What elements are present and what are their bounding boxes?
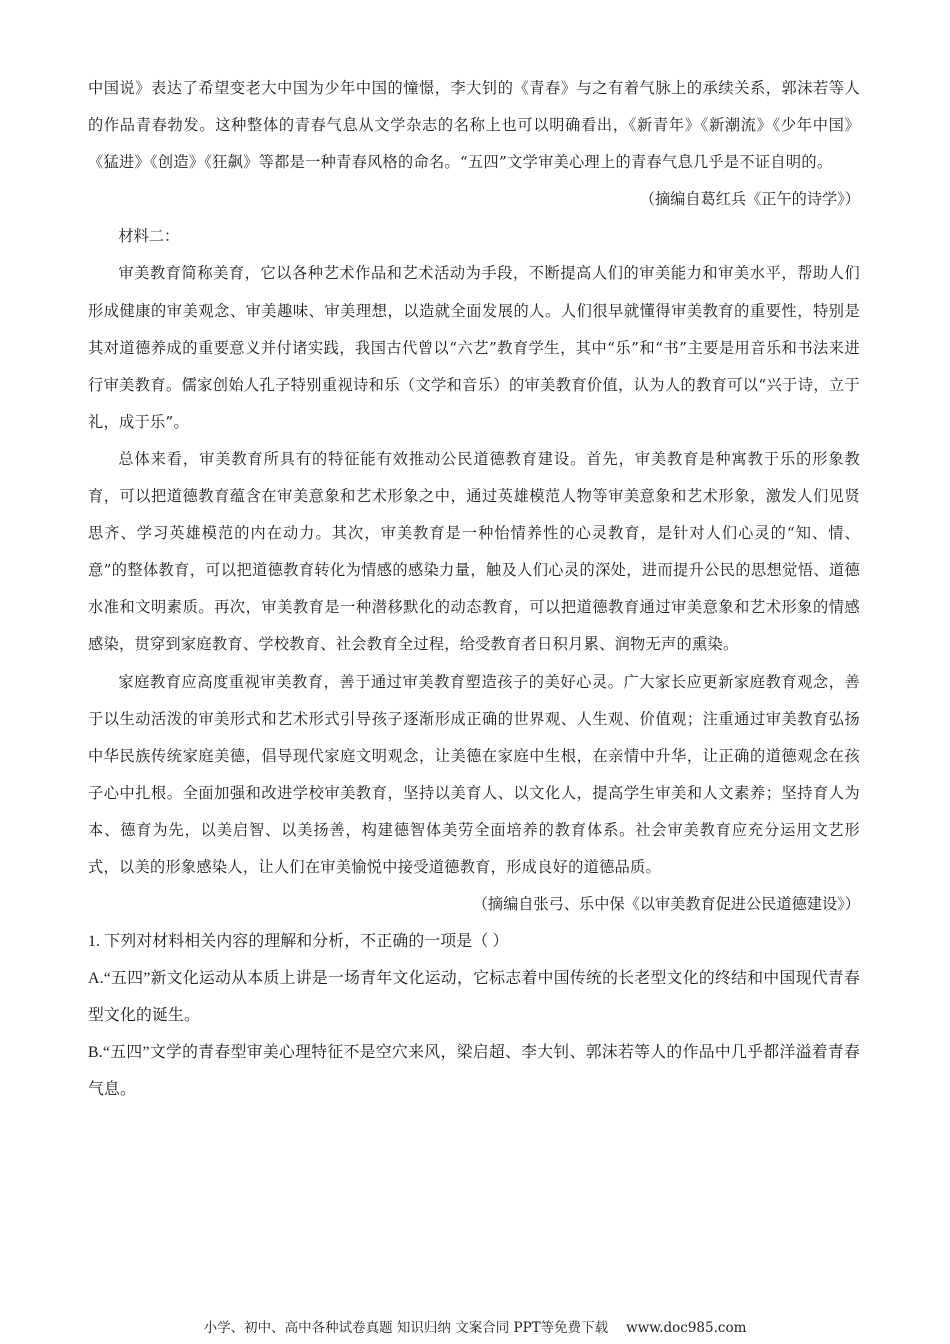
material2-paragraph: 家庭教育应高度重视审美教育，善于通过审美教育塑造孩子的美好心灵。广大家长应更新家庭教育观念，善于以生动活泼的审美形式和艺术形式引导孩子逐渐形成正确的世界观、人生观、价值观；注重通过审美教育弘扬中华民族传统家庭美德，倡导现代家庭文明观念，让美德在家庭中生根，在亲情中升华，让正确的道德观念在孩子心中扎根。全面加强和改进学校审美教育，坚持以美育人、以文化人，提高学生审美和人文素养；坚持育人为本、德育为先，以美启智、以美扬善，构建德智体美劳全面培养的教育体系。社会审美教育应充分运用文艺形式，以美的形象感染人，让人们在审美愉悦中接受道德教育，形成良好的道德品质。 (88, 672, 860, 876)
question1-option-a: A.“五四”新文化运动从本质上讲是一场青年文化运动，它标志着中国传统的长老型文化的终结和中国现代青春型文化的诞生。 (88, 970, 860, 1025)
footer-text: 小学、初中、高中各种试卷真题 知识归纳 文案合同 PPT等免费下载 (203, 1320, 609, 1336)
document-page (88, 70, 860, 1108)
footer-url[interactable]: www.doc985.com (626, 1320, 747, 1336)
material1-source: （摘编自葛红兵《正午的诗学》） (639, 190, 860, 209)
material2-label: 材料二： (118, 227, 180, 246)
question1-stem: 1. 下列对材料相关内容的理解和分析，不正确的一项是（ ） (88, 933, 509, 951)
material1-continuation: 中国说》表达了希望变老大中国为少年中国的憧憬，李大钊的《青春》与之有着气脉上的承续关系，郭沫若等人的作品青春勃发。这种整体的青春气息从文学杂志的名称上也可以明确看出，《新青年》《新潮流》《少年中国》《猛进》《创造》《狂飙》等都是一种青春风格的命名。“五四”文学审美心理上的青春气息几乎是不证自明的。 (88, 79, 860, 172)
page-footer (0, 1316, 950, 1336)
material2-paragraph: 审美教育简称美育，它以各种艺术作品和艺术活动为手段，不断提高人们的审美能力和审美水平，帮助人们形成健康的审美观念、审美趣味、审美理想，以造就全面发展的人。人们很早就懂得审美教育的重要性，特别是其对道德养成的重要意义并付诸实践，我国古代曾以“六艺”教育学生，其中“乐”和“书”主要是用音乐和书法来进行审美教育。儒家创始人孔子特别重视诗和乐（文学和音乐）的审美教育价值，认为人的教育可以“兴于诗，立于礼，成于乐”。 (88, 264, 860, 431)
question1-option-b: B.“五四”文学的青春型审美心理特征不是空穴来风，梁启超、李大钊、郭沫若等人的作品中几乎都洋溢着青春气息。 (88, 1044, 860, 1099)
material2-paragraph: 总体来看，审美教育所具有的特征能有效推动公民道德教育建设。首先，审美教育是种寓教于乐的形象教育，可以把道德教育蕴含在审美意象和艺术形象之中，通过英雄模范人物等审美意象和艺术形象，激发人们见贤思齐、学习英雄模范的内在动力。其次，审美教育是一种怡情养性的心灵教育，是针对人们心灵的“知、情、意”的整体教育，可以把道德教育转化为情感的感染力量，触及人们心灵的深处，进而提升公民的思想觉悟、道德水准和文明素质。再次，审美教育是一种潜移默化的动态教育，可以把道德教育通过审美意象和艺术形象的情感感染，贯穿到家庭教育、学校教育、社会教育全过程，给受教育者日积月累、润物无声的熏染。 (88, 449, 860, 654)
material2-source: （摘编自张弓、乐中保《以审美教育促进公民道德建设》） (472, 895, 860, 914)
